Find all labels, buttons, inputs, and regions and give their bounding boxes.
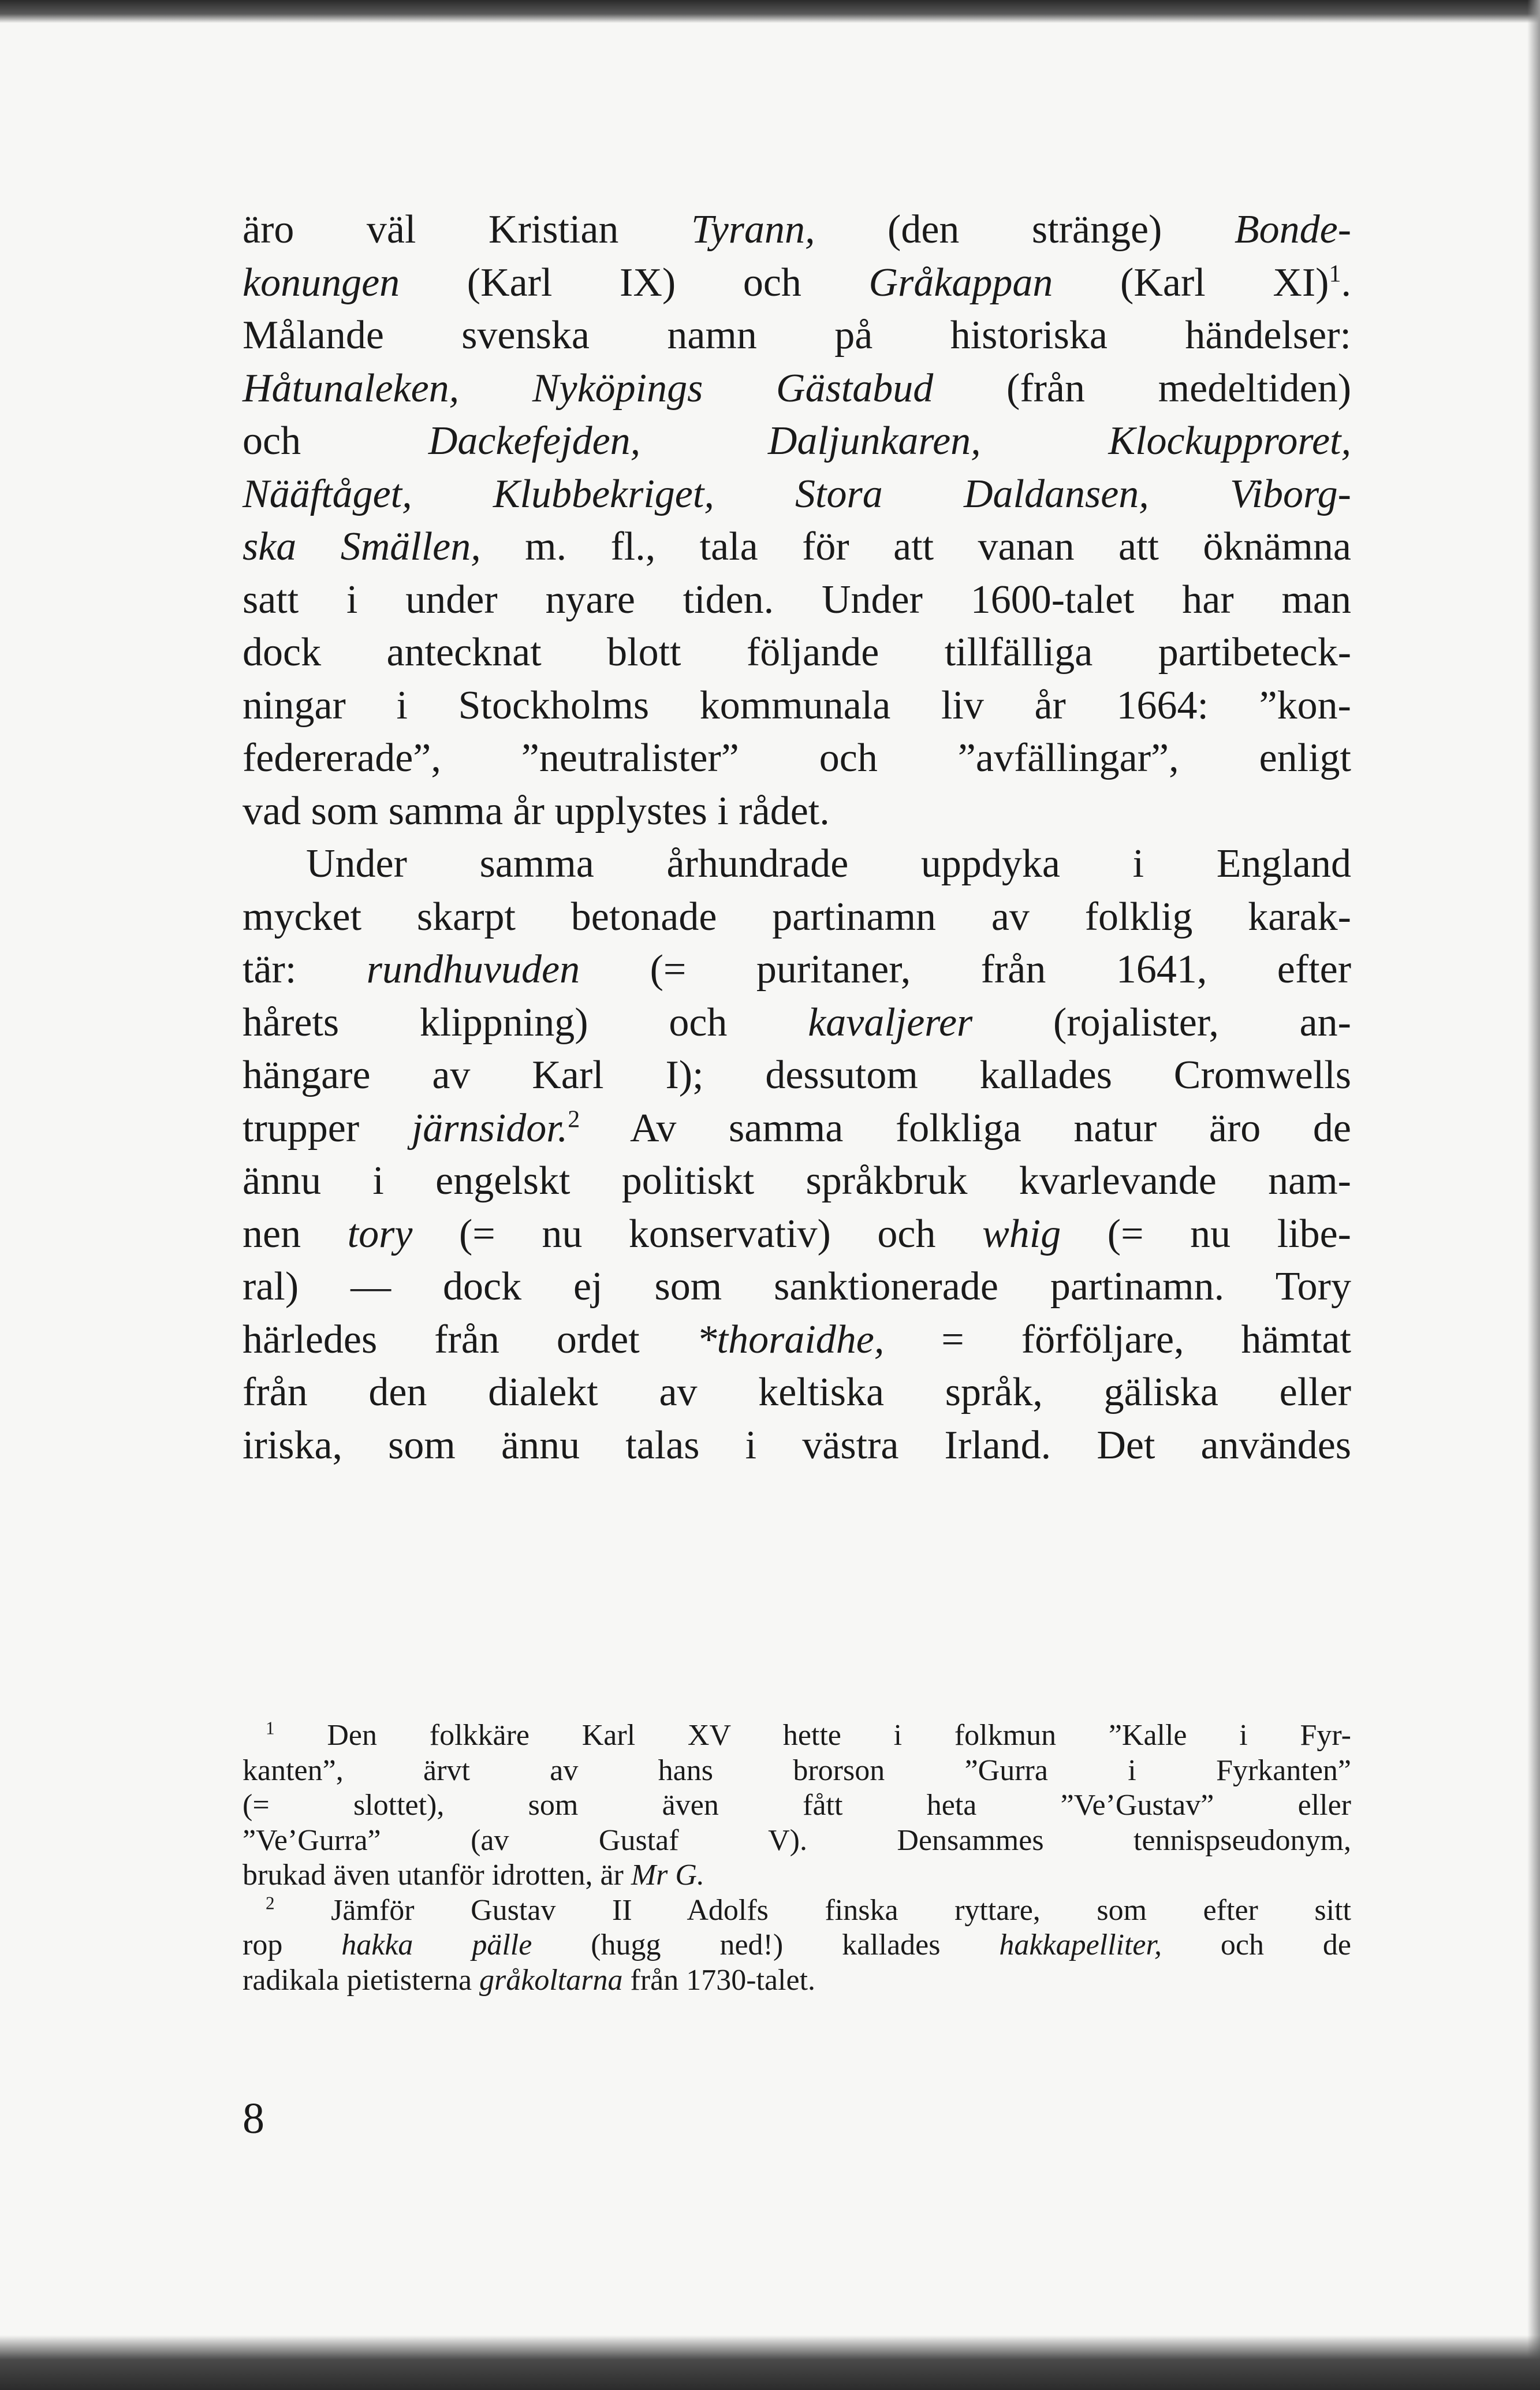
footnote-marker: 2 — [266, 1893, 275, 1914]
body-text — [243, 203, 1351, 1472]
footnote-line: brukad även utanför idrotten, är Mr G. — [243, 1859, 704, 1892]
text-line: tär: rundhuvuden (= puritaner, från 1641, efter — [243, 947, 1351, 992]
text-line: ral) — dock ej som sanktionerade partinamn. Tory — [243, 1264, 1351, 1309]
text-line: satt i under nyare tiden. Under 1600-talet har man — [243, 577, 1351, 622]
footnote-line: rop hakka pälle (hugg ned!) kallades hakkapelliter, och de — [243, 1929, 1351, 1961]
text-line: hängare av Karl I); dessutom kallades Cromwells — [243, 1053, 1351, 1097]
footnote-2: $^2$ Jämför Gustav II Adolfs finska ryttare, som efter sitt — [266, 1893, 1351, 1927]
paragraph-start-line: Under samma århundrade uppdyka i England — [306, 842, 1351, 886]
text-line: och Dackefejden, Daljunkaren, Klockupproret, — [243, 419, 1351, 463]
text-line: vad som samma år upplystes i rådet. — [243, 788, 830, 833]
text-line: ska Smällen, m. fl., tala för att vanan att öknämna — [243, 524, 1351, 569]
text-line: iriska, som ännu talas i västra Irland. Det användes — [243, 1423, 1351, 1468]
footnote-ref: 2 — [568, 1106, 580, 1133]
text-line: trupper järnsidor.$^2$ Av samma folkliga natur äro de — [243, 1105, 1351, 1151]
scan-edge-top — [0, 0, 1540, 23]
text-line: härledes från ordet *thoraidhe, = förföljare, hämtat — [243, 1317, 1351, 1362]
footnote-1: $^1$ Den folkkäre Karl XV hette i folkmun ”Kalle i Fyr- — [266, 1718, 1351, 1752]
text-line: Nääftåget, Klubbekriget, Stora Daldansen, Viborg- — [243, 471, 1351, 516]
footnote-line: ”Ve’Gurra” (av Gustaf V). Densammes tennispseudonym, — [243, 1823, 1351, 1857]
text-line: konungen (Karl IX) och Gråkappan (Karl XI)$^1$. — [243, 260, 1351, 305]
text-line: hårets klippning) och kavaljerer (rojalister, an- — [243, 1000, 1351, 1045]
text-line: mycket skarpt betonade partinamn av folklig karak- — [243, 894, 1351, 939]
text-line: nen tory (= nu konservativ) och whig (= nu libe- — [243, 1211, 1351, 1256]
footnote-ref: 1 — [1329, 260, 1341, 288]
scan-edge-right — [1527, 0, 1540, 2390]
text-line: dock antecknat blott följande tillfälliga partibeteck- — [243, 630, 1351, 675]
scan-edge-bottom — [0, 2335, 1540, 2390]
page-number: 8 — [243, 2094, 264, 2143]
text-line: ännu i engelskt politiskt språkbruk kvarlevande nam- — [243, 1159, 1351, 1203]
footnote-line: kanten”, ärvt av hans brorson ”Gurra i Fyrkanten” — [243, 1754, 1351, 1787]
footnote-line: radikala pietisterna gråkoltarna från 1730-talet. — [243, 1963, 816, 1997]
text-line: äro väl Kristian Tyrann, (den stränge) Bonde- — [243, 207, 1351, 252]
footnotes — [243, 1718, 1351, 1998]
text-line: Målande svenska namn på historiska händelser: — [243, 313, 1351, 358]
footnote-marker: 1 — [266, 1718, 275, 1738]
footnote-line: (= slottet), som även fått heta ”Ve’Gustav” eller — [243, 1789, 1351, 1822]
text-line: Håtunaleken, Nyköpings Gästabud (från medeltiden) — [243, 366, 1352, 411]
text-line: federerade”, ”neutralister” och ”avfällingar”, enligt — [243, 736, 1351, 780]
text-line: ningar i Stockholms kommunala liv år 1664: ”kon- — [243, 683, 1351, 728]
text-line: från den dialekt av keltiska språk, gäliska eller — [243, 1370, 1351, 1414]
